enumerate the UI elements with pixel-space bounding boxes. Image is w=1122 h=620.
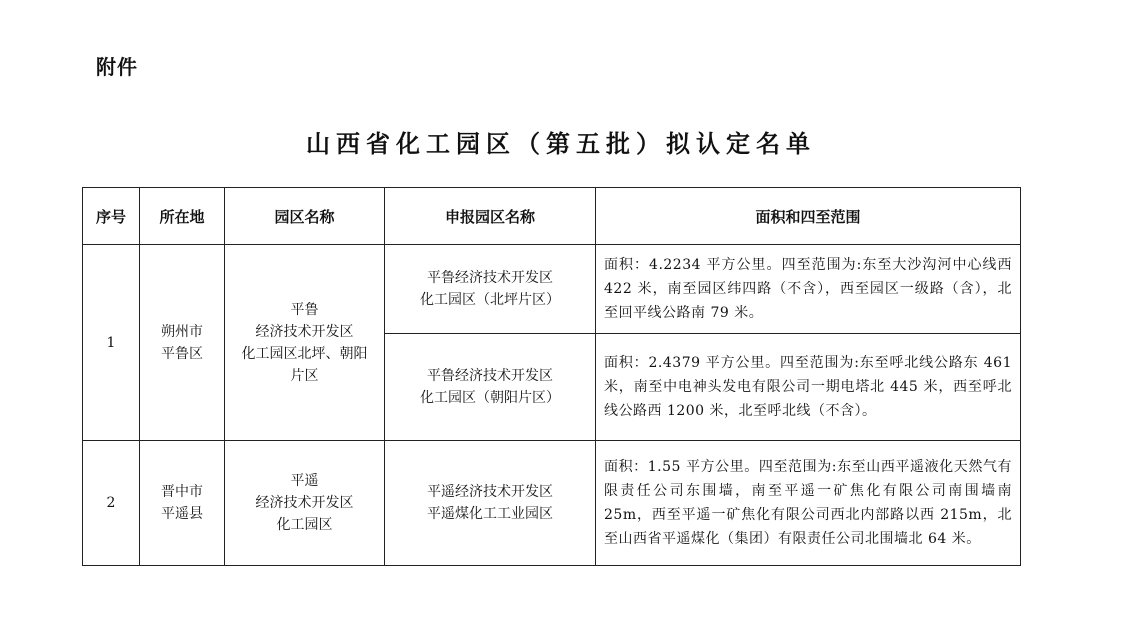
declared-name-line: 平遥煤化工工业园区 [427, 506, 553, 522]
row-index: 2 [83, 441, 140, 566]
table-row [83, 441, 1021, 566]
location-district: 平遥县 [161, 506, 203, 522]
park-name-cell [225, 441, 385, 566]
table-header-row [83, 188, 1021, 245]
attachment-label: 附件 [96, 55, 138, 79]
park-name-line: 经济技术开发区 [255, 323, 354, 340]
area-range-cell: 面积：2.4379 平方公里。四至范围为:东至呼北线公路东 461 米，南至中电神头发电有限公司一期电塔北 445 米，西至呼北线公路西 1200 米，北至呼北线（不含）。 [596, 334, 1021, 441]
park-name-line: 平鲁 [290, 301, 319, 318]
area-range-cell: 面积：1.55 平方公里。四至范围为:东至山西平遥液化天然气有限责任公司东围墙，南至平遥一矿焦化有限公司南围墙南 25m，西至平遥一矿焦化有限公司西北内部路以西 215m，北至山西省平遥煤化（集团）有限责任公司北围墙北 64 米。 [596, 441, 1021, 566]
declared-name-cell [385, 245, 596, 334]
park-name-cell [225, 245, 385, 441]
location-cell [140, 441, 225, 566]
park-name-line: 平遥 [290, 473, 319, 489]
park-name-line: 片区 [290, 367, 319, 384]
declared-name-line: 平遥经济技术开发区 [427, 484, 553, 500]
declared-name-line: 化工园区（北坪片区） [420, 292, 560, 308]
header-park-name: 园区名称 [225, 188, 385, 245]
declared-name-line: 化工园区（朝阳片区） [420, 390, 560, 406]
header-index: 序号 [83, 188, 140, 245]
location-district: 平鲁区 [161, 345, 203, 362]
table-row [83, 245, 1021, 334]
area-range-cell: 面积：4.2234 平方公里。四至范围为:东至大沙沟河中心线西 422 米，南至园区纬四路（不含），西至园区一级路（含），北至回平线公路南 79 米。 [596, 245, 1021, 334]
header-declared-name: 申报园区名称 [385, 188, 596, 245]
header-location: 所在地 [140, 188, 225, 245]
document-title: 山西省化工园区（第五批）拟认定名单 [306, 129, 816, 158]
declared-name-line: 平鲁经济技术开发区 [427, 270, 553, 286]
park-list-table [82, 187, 1021, 566]
header-area-range: 面积和四至范围 [596, 188, 1021, 245]
declared-name-cell [385, 441, 596, 566]
location-city: 晋中市 [161, 484, 203, 500]
location-city: 朔州市 [161, 323, 203, 340]
park-name-line: 化工园区北坪、朝阳 [241, 345, 368, 362]
row-index: 1 [83, 245, 140, 441]
park-name-line: 经济技术开发区 [255, 495, 354, 511]
declared-name-line: 平鲁经济技术开发区 [427, 368, 553, 384]
park-name-line: 化工园区 [276, 517, 333, 533]
location-cell [140, 245, 225, 441]
declared-name-cell [385, 334, 596, 441]
